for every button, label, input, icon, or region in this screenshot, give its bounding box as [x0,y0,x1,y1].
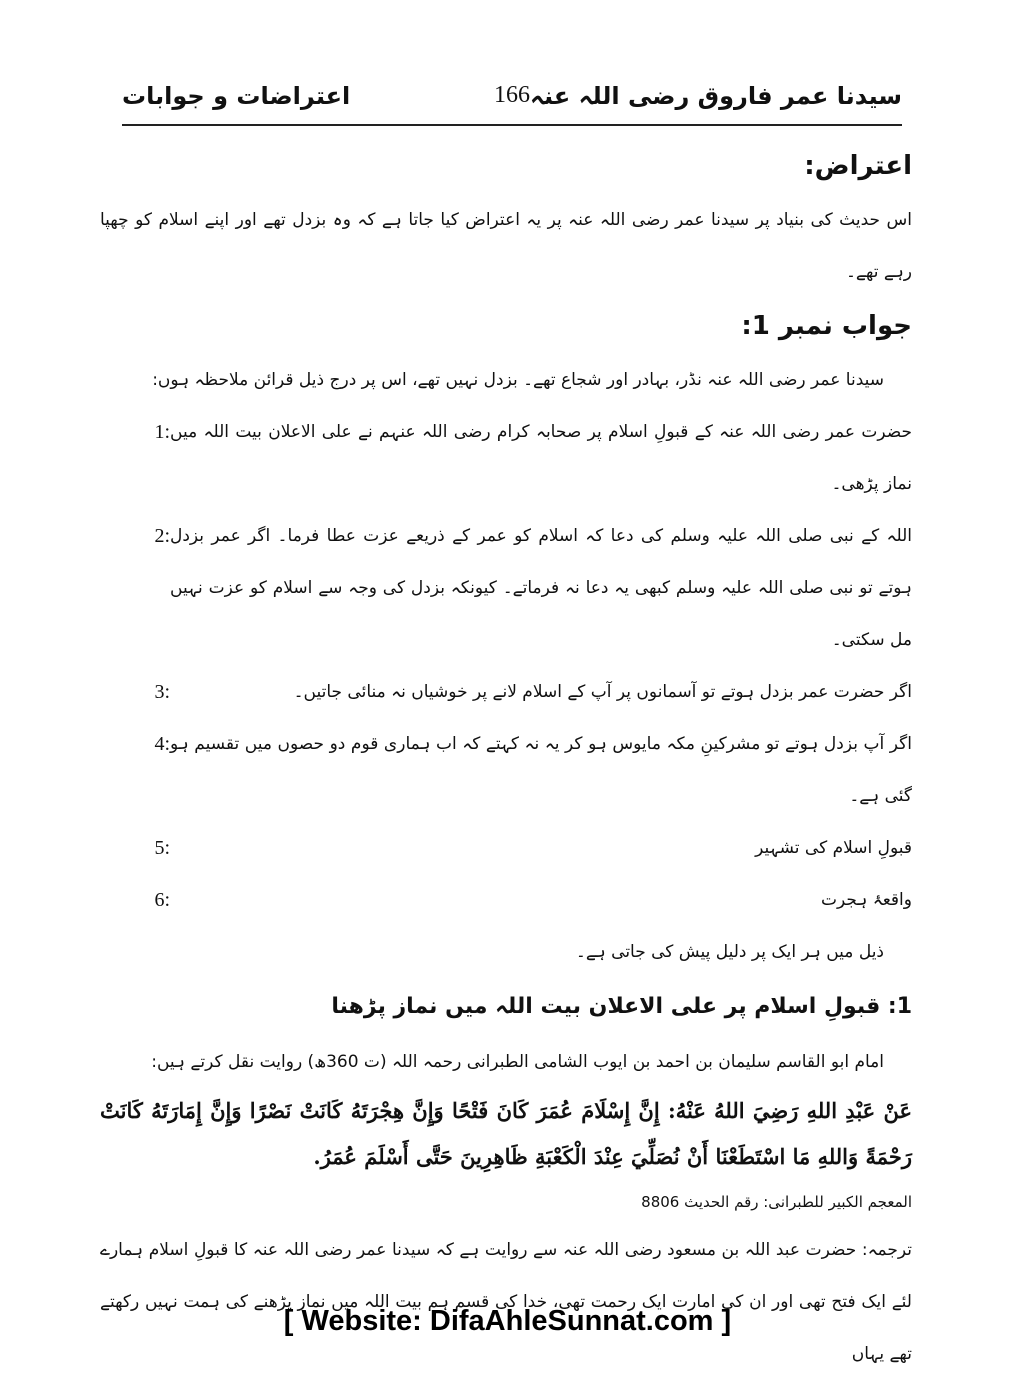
list-item [100,718,912,822]
hadith-reference: المعجم الکبیر للطبرانی: رقم الحدیث 8806 [641,1193,912,1211]
list-item [100,874,912,926]
list-item [100,510,912,666]
list-item-text: قبولِ اسلام کی تشہیر [755,838,912,858]
arabic-hadith-text: عَنْ عَبْدِ اللهِ رَضِيَ اللهُ عَنْهُ: إِنَّ إِسْلَامَ عُمَرَ كَانَ فَتْحًا وَإِنَّ هِجْرَتَهُ كَانَتْ نَصْرًا وَإِنَّ إِمَارَتَهُ كَانَتْ رَحْمَةً وَاللهِ مَا اسْتَطَعْنَا أَنْ نُصَلِّيَ عِنْدَ الْكَعْبَةِ ظَاهِرِينَ حَتَّى أَسْلَمَ عُمَرُ. [100,1098,912,1169]
translation-text: ترجمہ: حضرت عبد اللہ بن مسعود رضی اللہ عنہ سے روایت ہے کہ سیدنا عمر رضی اللہ عنہ کا قبولِ اسلام ہمارے لئے ایک فتح تھی اور ان کی امارت ایک رحمت تھی، خدا کی قسم ہم بیت اللہ میں نماز پڑھنے کی ہمت نہیں رکھتے تھے یہاں [100,1240,912,1364]
list-item-number: 5: [154,837,170,859]
answer-heading: جواب نمبر 1: [741,311,912,341]
page-number: 166 [494,82,530,108]
section-heading: 1: قبولِ اسلام پر علی الاعلان بیت اللہ میں نماز پڑھنا [331,994,912,1019]
list-item [100,406,912,510]
list-item [100,666,912,718]
list-item-text: اگر حضرت عمر بزدل ہوتے تو آسمانوں پر آپ کے اسلام لانے پر خوشیاں نہ منائی جاتیں۔ [293,682,912,702]
section-title: اعتراضات و جوابات [122,82,351,110]
list-item-number: 6: [154,889,170,911]
list-item-text: واقعۂ ہجرت [821,890,912,910]
header-divider [122,124,902,126]
list-item-number: 3: [154,681,170,703]
answer-closing: ذیل میں ہر ایک پر دلیل پیش کی جاتی ہے۔ [575,942,884,962]
list-item-number: 1: [154,421,170,443]
website-footer: [ Website: DifaAhleSunnat.com ] [283,1305,732,1337]
objection-heading: اعتراض: [804,151,912,181]
list-item [100,822,912,874]
book-title: سیدنا عمر فاروق رضی اللہ عنہ [529,82,902,110]
list-item-text: اگر آپ بزدل ہوتے تو مشرکینِ مکہ مایوس ہو کر یہ نہ کہتے کہ اب ہماری قوم دو حصوں میں تقسیم ہو گئی ہے۔ [170,734,912,806]
page-content [100,138,912,1380]
list-item-text: اللہ کے نبی صلی اللہ علیہ وسلم کی دعا کہ اسلام کو عمر کے ذریعے عزت عطا فرما۔ اگر عمر بزدل ہوتے تو نبی صلی اللہ علیہ وسلم کبھی یہ دعا نہ فرماتے۔ کیونکہ بزدل کی وجہ سے اسلام کو عزت نہیں مل سکتی۔ [170,526,912,650]
list-item-number: 2: [154,525,170,547]
objection-text: اس حدیث کی بنیاد پر سیدنا عمر رضی اللہ عنہ پر یہ اعتراض کیا جاتا ہے کہ وہ بزدل تھے اور اپنے اسلام کو چھپا رہے تھے۔ [100,210,912,282]
answer-intro: سیدنا عمر رضی اللہ عنہ نڈر، بہادر اور شجاع تھے۔ بزدل نہیں تھے، اس پر درج ذیل قرائن ملاحظہ ہوں: [152,370,884,390]
page-header [122,82,902,124]
list-item-number: 4: [154,733,170,755]
list-item-text: حضرت عمر رضی اللہ عنہ کے قبولِ اسلام پر صحابہ کرام رضی اللہ عنہم نے علی الاعلان بیت اللہ میں نماز پڑھی۔ [170,422,912,494]
narration-intro: امام ابو القاسم سلیمان بن احمد بن ایوب الشامی الطبرانی رحمہ اللہ (ت 360ھ) روایت نقل کرتے ہیں: [151,1052,884,1072]
